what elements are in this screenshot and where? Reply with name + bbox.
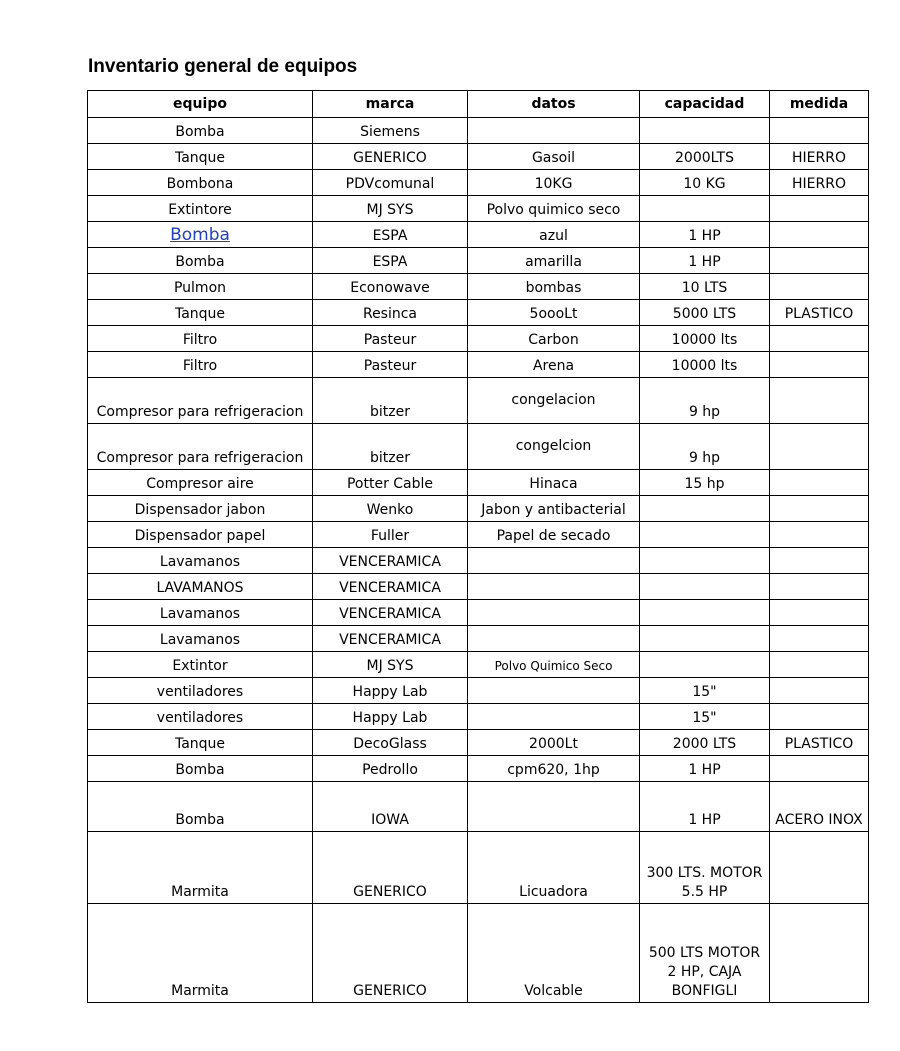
cell-equipo: Extintore: [88, 196, 313, 222]
cell-marca: GENERICO: [313, 144, 468, 170]
cell-medida: [770, 652, 869, 678]
table-row: [88, 522, 869, 548]
cell-medida: [770, 470, 869, 496]
cell-datos: Jabon y antibacterial: [468, 496, 640, 522]
cell-capacidad: 15": [640, 678, 770, 704]
cell-medida: ACERO INOX: [770, 782, 869, 832]
cell-datos: Licuadora: [468, 832, 640, 904]
cell-equipo: Lavamanos: [88, 548, 313, 574]
cell-medida: [770, 274, 869, 300]
cell-equipo: Dispensador jabon: [88, 496, 313, 522]
cell-capacidad: [640, 548, 770, 574]
cell-datos: [468, 600, 640, 626]
cell-equipo: Tanque: [88, 300, 313, 326]
cell-medida: PLASTICO: [770, 730, 869, 756]
cell-equipo: Bomba: [88, 248, 313, 274]
cell-medida: [770, 222, 869, 248]
table-row: [88, 470, 869, 496]
header-equipo: equipo: [88, 91, 313, 118]
cell-equipo: Bombona: [88, 170, 313, 196]
cell-medida: [770, 496, 869, 522]
cell-capacidad: 1 HP: [640, 756, 770, 782]
cell-equipo: Compresor aire: [88, 470, 313, 496]
cell-capacidad: 10000 lts: [640, 326, 770, 352]
cell-equipo: Bomba: [88, 118, 313, 144]
cell-equipo: Marmita: [88, 832, 313, 904]
cell-marca: Wenko: [313, 496, 468, 522]
cell-marca: Pasteur: [313, 352, 468, 378]
cell-medida: [770, 756, 869, 782]
cell-medida: HIERRO: [770, 144, 869, 170]
cell-medida: [770, 832, 869, 904]
cell-marca: Potter Cable: [313, 470, 468, 496]
cell-marca: IOWA: [313, 782, 468, 832]
table-row: [88, 904, 869, 1003]
cell-datos: [468, 704, 640, 730]
cell-marca: GENERICO: [313, 832, 468, 904]
table-row: [88, 378, 869, 424]
cell-capacidad: 9 hp: [640, 424, 770, 470]
cell-medida: [770, 678, 869, 704]
cell-datos: Polvo quimico seco: [468, 196, 640, 222]
cell-marca: Happy Lab: [313, 678, 468, 704]
cell-datos: [468, 678, 640, 704]
cell-capacidad: 2000 LTS: [640, 730, 770, 756]
equipo-link[interactable]: Bomba: [170, 225, 230, 245]
cell-marca: bitzer: [313, 424, 468, 470]
cell-equipo: Tanque: [88, 144, 313, 170]
cell-datos: Papel de secado: [468, 522, 640, 548]
header-medida: medida: [770, 91, 869, 118]
cell-medida: [770, 118, 869, 144]
header-marca: marca: [313, 91, 468, 118]
cell-equipo: Bomba: [88, 782, 313, 832]
table-header-row: [88, 91, 869, 118]
cell-capacidad: 1 HP: [640, 222, 770, 248]
cell-datos: congelcion: [468, 424, 640, 470]
table-row: [88, 678, 869, 704]
cell-equipo: Lavamanos: [88, 600, 313, 626]
cell-capacidad: 9 hp: [640, 378, 770, 424]
cell-capacidad: 1 HP: [640, 782, 770, 832]
cell-equipo: ventiladores: [88, 678, 313, 704]
cell-marca: MJ SYS: [313, 196, 468, 222]
cell-datos: 10KG: [468, 170, 640, 196]
cell-datos: bombas: [468, 274, 640, 300]
cell-medida: [770, 522, 869, 548]
cell-datos: azul: [468, 222, 640, 248]
header-capacidad: capacidad: [640, 91, 770, 118]
cell-equipo: LAVAMANOS: [88, 574, 313, 600]
table-row: [88, 832, 869, 904]
cell-marca: VENCERAMICA: [313, 574, 468, 600]
cell-capacidad: [640, 118, 770, 144]
cell-marca: bitzer: [313, 378, 468, 424]
table-row: [88, 170, 869, 196]
cell-equipo: Pulmon: [88, 274, 313, 300]
table-row: [88, 144, 869, 170]
cell-marca: ESPA: [313, 248, 468, 274]
table-row: [88, 300, 869, 326]
cell-capacidad: 500 LTS MOTOR 2 HP, CAJA BONFIGLI: [640, 904, 770, 1003]
cell-capacidad: [640, 522, 770, 548]
cell-capacidad: [640, 600, 770, 626]
table-row: [88, 326, 869, 352]
table-row: [88, 704, 869, 730]
cell-datos: [468, 626, 640, 652]
cell-medida: [770, 196, 869, 222]
table-row: [88, 626, 869, 652]
cell-equipo: Compresor para refrigeracion: [88, 424, 313, 470]
cell-medida: HIERRO: [770, 170, 869, 196]
table-row: [88, 652, 869, 678]
cell-medida: [770, 626, 869, 652]
table-row: [88, 548, 869, 574]
cell-datos: Polvo Quimico Seco: [468, 652, 640, 678]
table-row: [88, 424, 869, 470]
cell-capacidad: [640, 652, 770, 678]
cell-marca: DecoGlass: [313, 730, 468, 756]
cell-marca: Resinca: [313, 300, 468, 326]
cell-capacidad: 1 HP: [640, 248, 770, 274]
cell-capacidad: 5000 LTS: [640, 300, 770, 326]
cell-equipo: Marmita: [88, 904, 313, 1003]
cell-marca: VENCERAMICA: [313, 626, 468, 652]
table-row: [88, 600, 869, 626]
cell-datos: [468, 782, 640, 832]
cell-marca: VENCERAMICA: [313, 548, 468, 574]
cell-datos: [468, 118, 640, 144]
cell-equipo: Dispensador papel: [88, 522, 313, 548]
cell-medida: [770, 548, 869, 574]
cell-marca: PDVcomunal: [313, 170, 468, 196]
cell-capacidad: [640, 196, 770, 222]
cell-datos: Carbon: [468, 326, 640, 352]
cell-marca: Fuller: [313, 522, 468, 548]
cell-medida: [770, 248, 869, 274]
cell-medida: [770, 352, 869, 378]
cell-capacidad: 2000LTS: [640, 144, 770, 170]
cell-datos: Gasoil: [468, 144, 640, 170]
cell-datos: congelacion: [468, 378, 640, 424]
cell-datos: 2000Lt: [468, 730, 640, 756]
cell-datos: [468, 548, 640, 574]
cell-equipo: Compresor para refrigeracion: [88, 378, 313, 424]
cell-datos: Volcable: [468, 904, 640, 1003]
cell-marca: Pedrollo: [313, 756, 468, 782]
table-row: [88, 274, 869, 300]
cell-equipo: ventiladores: [88, 704, 313, 730]
cell-equipo: Filtro: [88, 352, 313, 378]
cell-capacidad: [640, 496, 770, 522]
cell-capacidad: [640, 574, 770, 600]
cell-datos: amarilla: [468, 248, 640, 274]
cell-capacidad: 10000 lts: [640, 352, 770, 378]
cell-equipo: Bomba: [88, 756, 313, 782]
table-row: [88, 222, 869, 248]
cell-medida: [770, 378, 869, 424]
cell-marca: Siemens: [313, 118, 468, 144]
cell-capacidad: 10 KG: [640, 170, 770, 196]
cell-datos: 5oooLt: [468, 300, 640, 326]
cell-capacidad: [640, 626, 770, 652]
table-row: [88, 352, 869, 378]
cell-datos: Hinaca: [468, 470, 640, 496]
inventory-table: [87, 90, 869, 1003]
cell-equipo: Filtro: [88, 326, 313, 352]
cell-marca: VENCERAMICA: [313, 600, 468, 626]
cell-medida: [770, 326, 869, 352]
table-row: [88, 496, 869, 522]
cell-equipo: Tanque: [88, 730, 313, 756]
cell-medida: [770, 704, 869, 730]
cell-medida: [770, 600, 869, 626]
table-row: [88, 248, 869, 274]
cell-marca: MJ SYS: [313, 652, 468, 678]
table-row: [88, 730, 869, 756]
cell-medida: [770, 904, 869, 1003]
cell-marca: Happy Lab: [313, 704, 468, 730]
cell-equipo: [88, 222, 313, 248]
cell-datos: cpm620, 1hp: [468, 756, 640, 782]
page-title: Inventario general de equipos: [88, 56, 358, 77]
cell-marca: Econowave: [313, 274, 468, 300]
table-row: [88, 756, 869, 782]
cell-medida: [770, 424, 869, 470]
cell-medida: PLASTICO: [770, 300, 869, 326]
cell-datos: [468, 574, 640, 600]
cell-marca: Pasteur: [313, 326, 468, 352]
table-row: [88, 118, 869, 144]
table-row: [88, 574, 869, 600]
table-row: [88, 782, 869, 832]
header-datos: datos: [468, 91, 640, 118]
cell-equipo: Lavamanos: [88, 626, 313, 652]
cell-datos: Arena: [468, 352, 640, 378]
cell-equipo: Extintor: [88, 652, 313, 678]
cell-marca: ESPA: [313, 222, 468, 248]
cell-marca: GENERICO: [313, 904, 468, 1003]
cell-capacidad: 10 LTS: [640, 274, 770, 300]
cell-capacidad: 15": [640, 704, 770, 730]
cell-capacidad: 300 LTS. MOTOR 5.5 HP: [640, 832, 770, 904]
table-row: [88, 196, 869, 222]
cell-capacidad: 15 hp: [640, 470, 770, 496]
cell-medida: [770, 574, 869, 600]
